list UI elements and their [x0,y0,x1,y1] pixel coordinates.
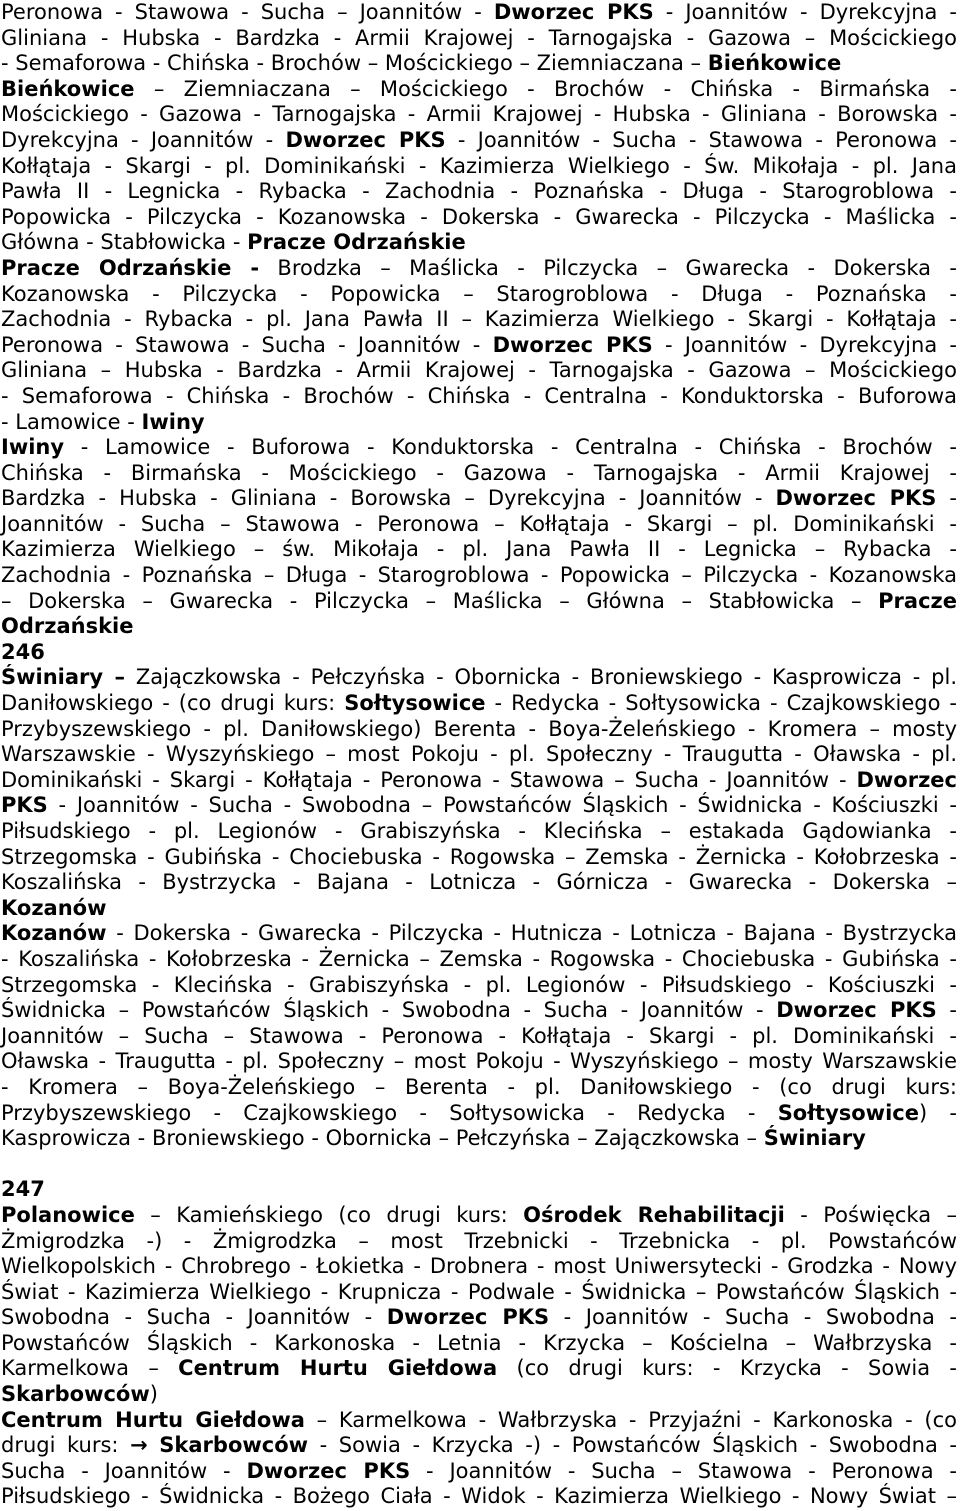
route-stops-text: Warszawskie - Wyszyńskiego – most Pokoju - pl. Społeczny - Traugutta - Oławska - pl. [1,742,957,767]
route-stops-text: Daniłowskiego - (co drugi kurs: [1,691,345,716]
terminus-name: Świniary [763,1126,866,1151]
text-line [1,256,957,282]
route-stops-text: Kołłątaja - Skargi - pl. Dominikański - Kazimierza Wielkiego - Św. Mikołaja - pl. Jana [1,153,957,178]
route-stops-text: - Lamowice - Buforowa - Konduktorska - Centralna - Chińska - Brochów - [64,435,957,460]
text-line [1,410,957,436]
terminus-name: Polanowice [1,1202,135,1227]
route-stops-text: Żmigrodzka -) - Żmigrodzka – most Trzebnicki - Trzebnicka - pl. Powstańców [1,1228,957,1253]
route-stops-text: – Dokerska – Gwarecka - Pilczycka – Maślicka – Główna – Stabłowicka – [1,588,879,613]
route-stops-text: Powstańców Śląskich - Karkonoska - Letnia - Krzycka – Kościelna – Wałbrzyska - [1,1330,957,1355]
terminus-name: Dworzec [856,767,957,792]
terminus-name: Centrum Hurtu Giełdowa [1,1407,305,1432]
route-stops-text: - [936,486,957,511]
terminus-name: Sołtysowice [344,691,486,716]
terminus-name: Kozanów [1,921,107,946]
text-line [1,282,957,308]
route-stops-text: Swobodna - Sucha - Joannitów - [1,1305,387,1330]
text-line [1,1254,957,1280]
text-line [1,26,957,52]
text-line [1,845,957,871]
text-line [1,691,957,717]
text-line [1,589,957,615]
terminus-name: Świniary – [1,665,126,690]
route-document [1,0,957,1510]
text-line [1,640,957,666]
route-stops-text: Chińska - Birmańska - Mościckiego - Gazowa - Tarnogajska - Armii Krajowej - [1,460,957,485]
terminus-name: Kozanów [1,895,107,920]
text-line [1,998,957,1024]
route-stops-text: Kazimierza Wielkiego – św. Mikołaja - pl. Jana Pawła II - Legnicka – Rybacka - [1,537,957,562]
terminus-name: Skarbowców [1,1382,150,1407]
route-stops-text: - Joannitów - Sucha - Stawowa - Peronowa - [445,127,957,152]
text-line [1,1024,957,1050]
route-stops-text: drugi kurs: [1,1433,131,1458]
text-line [1,973,957,999]
terminus-name: Ośrodek Rehabilitacji [523,1202,785,1227]
text-line [1,358,957,384]
terminus-name: Bieńkowice [707,51,842,76]
route-stops-text: Zajączkowska - Pełczyńska - Obornicka - Broniewskiego - Kasprowicza - pl. [125,665,958,690]
route-stops-text: Zachodnia - Poznańska – Długa - Starogroblowa - Popowicka – Pilczycka - Kozanowska [1,563,957,588]
text-line [1,1356,957,1382]
text-line [1,1331,957,1357]
route-stops-text: Strzegomska - Gubińska - Chociebuska - Rogowska – Zemska - Żernicka - Kołobrzeska - [1,844,957,869]
route-stops-text: - Sowia - Krzycka -) - Powstańców Śląskich - Swobodna - [308,1433,957,1458]
text-line [1,384,957,410]
text-line [1,896,957,922]
route-stops-text: ) [149,1382,158,1407]
text-line [1,819,957,845]
text-line [1,1126,957,1152]
route-number: 246 [1,639,45,664]
terminus-name: Dworzec PKS [775,486,937,511]
route-stops-text: Sucha - Joannitów - [1,1458,247,1483]
route-stops-text: - Dokerska - Gwarecka - Pilczycka - Hutnicza - Lotnicza - Bajana - Bystrzycka [106,921,957,946]
route-stops-text: Brodzka – Maślicka - Pilczycka – Gwarecka - Dokerska - [259,255,957,280]
text-line [1,205,957,231]
route-stops-text: Wielkopolskich - Chrobrego - Łokietka - Drobnera - most Uniwersytecki - Grodzka - Nowy [1,1254,957,1279]
text-line [1,537,957,563]
route-stops-text: - [936,998,957,1023]
route-stops-text: Kozanowska - Pilczycka - Popowicka – Starogroblowa - Długa - Poznańska - [1,281,957,306]
text-line [1,1280,957,1306]
terminus-name: Dworzec PKS [493,0,654,24]
terminus-name: Dworzec PKS [285,127,446,152]
route-stops-text: Dyrekcyjna - Joannitów - [1,127,286,152]
text-line [1,870,957,896]
text-line [1,793,957,819]
route-stops-text: Dominikański - Skargi - Kołłątaja - Peronowa - Stawowa – Sucha - Joannitów - [1,767,857,792]
route-stops-text: - Joannitów - Dyrekcyjna - [653,0,957,24]
text-line [1,1049,957,1075]
terminus-name: Pracze Odrzańskie [247,230,466,255]
text-line [1,51,957,77]
route-stops-text: Główna - Stabłowicka - [1,230,248,255]
route-stops-text: - Kromera – Boya-Żeleńskiego – Berenta - pl. Daniłowskiego - (co drugi kurs: [1,1074,957,1099]
text-line [1,307,957,333]
route-stops-text: Popowicka - Pilczycka - Kozanowska - Dokerska - Gwarecka - Pilczycka - Maślicka - [1,204,957,229]
terminus-name: Centrum Hurtu Giełdowa [178,1356,498,1381]
route-stops-text: Gliniana – Hubska - Bardzka - Armii Krajowej - Tarnogajska - Gazowa – Mościckiego [1,358,957,383]
route-stops-text: - Poświęcka – [784,1202,957,1227]
text-line [1,128,957,154]
route-stops-text: - Koszalińska - Kołobrzeska - Żernicka – Zemska - Rogowska - Chociebuska - Gubińska - [1,946,957,971]
route-stops-text: - Joannitów - Sucha – Stawowa - Peronowa - [410,1458,957,1483]
terminus-name: Bieńkowice [1,76,135,101]
route-number: 247 [1,1177,45,1202]
text-line [1,1177,957,1203]
text-line [1,614,957,640]
route-stops-text: Peronowa - Stawowa - Sucha – Joannitów - [1,0,494,24]
terminus-name: Odrzańskie [1,614,134,639]
terminus-name: Dworzec PKS [246,1458,411,1483]
route-stops-text: - Joannitów - Dyrekcyjna - [652,332,957,357]
text-line [1,768,957,794]
text-line [1,461,957,487]
route-stops-text: – Ziemniaczana – Mościckiego - Brochów - Chińska - Birmańska - [134,76,957,101]
route-stops-text: Karmelkowa – [1,1356,179,1381]
text-line [1,1408,957,1434]
terminus-name: Dworzec PKS [492,332,653,357]
text-line [1,154,957,180]
route-stops-text: ) - [918,1100,957,1125]
text-line [1,0,957,26]
text-line [1,1433,957,1459]
text-line [1,1075,957,1101]
route-stops-text: – Kamieńskiego (co drugi kurs: [134,1202,524,1227]
route-stops-text: - Redycka - Sołtysowicka - Czajkowskiego - [485,691,957,716]
route-stops-text: Pawła II - Legnicka - Rybacka - Zachodnia - Poznańska - Długa - Starogroblowa - [1,179,957,204]
route-stops-text: - Semaforowa - Chińska - Brochów – Mościckiego – Ziemniaczana – [1,51,708,76]
text-line [1,486,957,512]
text-line [1,563,957,589]
terminus-name: Iwiny [141,409,205,434]
terminus-name: Dworzec PKS [386,1305,550,1330]
route-stops-text: (co drugi kurs: - Krzycka - Sowia - [497,1356,957,1381]
text-line [1,77,957,103]
route-stops-text: Zachodnia - Rybacka - pl. Jana Pawła II – Kazimierza Wielkiego - Skargi - Kołłątaja - [1,307,957,332]
route-stops-text: Piłsudskiego - pl. Legionów - Grabiszyńska - Klecińska – estakada Gądowianka - [1,819,957,843]
route-stops-text: Przybyszewskiego - pl. Daniłowskiego) Berenta - Boya-Żeleńskiego - Kromera – mosty [1,716,957,741]
route-stops-text: Peronowa - Stawowa - Sucha - Joannitów - [1,332,493,357]
text-line [1,717,957,743]
route-stops-text: Świdnicka – Powstańców Śląskich - Swobodna - Sucha - Joannitów - [1,998,777,1023]
text-line [1,742,957,768]
text-line [1,1484,957,1510]
text-line [1,947,957,973]
route-stops-text: Mościckiego - Gazowa - Tarnogajska - Armii Krajowej - Hubska - Gliniana - Borowska - [1,102,957,127]
text-line [1,1203,957,1229]
route-stops-text: - Joannitów - Sucha - Swobodna – Powstańców Śląskich - Świdnicka - Kościuszki - [47,793,957,818]
terminus-name: Pracze [878,588,957,613]
route-stops-text: - Semaforowa - Chińska - Brochów - Chińska - Centralna - Konduktorska - Buforowa [1,383,957,408]
text-line [1,512,957,538]
text-line [1,179,957,205]
text-line [1,1459,957,1485]
text-line [1,230,957,256]
route-stops-text: Kasprowicza - Broniewskiego - Obornicka – Pełczyńska – Zajączkowska – [1,1126,764,1151]
route-stops-text: Przybyszewskiego - Czajkowskiego - Sołtysowicka - Redycka - [1,1100,778,1125]
text-line [1,102,957,128]
route-stops-text: - Lamowice - [1,409,142,434]
route-stops-text: Gliniana - Hubska - Bardzka - Armii Krajowej - Tarnogajska - Gazowa – Mościckiego [1,25,957,50]
route-stops-text: Joannitów - Sucha – Stawowa - Peronowa – Kołłątaja - Skargi – pl. Dominikański - [1,511,957,536]
terminus-name: Pracze Odrzańskie - [1,255,260,280]
text-line [1,665,957,691]
terminus-name: Skarbowców [159,1433,309,1458]
route-stops-text: Joannitów – Sucha – Stawowa - Peronowa - Kołłątaja - Skargi - pl. Dominikański - [1,1023,957,1048]
text-line [1,921,957,947]
route-stops-text: Bardzka - Hubska - Gliniana - Borowska – Dyrekcyjna - Joannitów - [1,486,776,511]
text-line [1,1382,957,1408]
route-stops-text: Świat - Kazimierza Wielkiego - Krupnicza - Podwale - Świdnicka – Powstańców Śląskich - [1,1279,957,1304]
text-line [1,333,957,359]
text-line [1,1101,957,1127]
route-stops-text: – Karmelkowa - Wałbrzyska - Przyjaźni - Karkonoska - (co [304,1407,957,1432]
route-stops-text: Oławska - Traugutta - pl. Społeczny – most Pokoju - Wyszyńskiego – mosty Warszawskie [1,1049,957,1074]
terminus-name: PKS [1,793,48,818]
route-stops-text: - Joannitów - Sucha - Swobodna - [549,1305,957,1330]
text-line [1,1305,957,1331]
arrow-right-icon: → [130,1433,148,1458]
terminus-name: Dworzec PKS [776,998,937,1023]
route-stops-text: Piłsudskiego - Świdnicka - Bożego Ciała - Widok - Kazimierza Wielkiego - Nowy Świat – [1,1484,957,1509]
route-stops-text: Strzegomska - Klecińska - Grabiszyńska - pl. Legionów - Piłsudskiego - Kościuszki - [1,972,957,997]
terminus-name: Sołtysowice [777,1100,919,1125]
route-stops-text: Koszalińska - Bystrzycka - Bajana - Lotnicza - Górnicza - Gwarecka - Dokerska – [1,870,957,895]
text-line [1,435,957,461]
text-line [1,1229,957,1255]
terminus-name: Iwiny [1,435,65,460]
